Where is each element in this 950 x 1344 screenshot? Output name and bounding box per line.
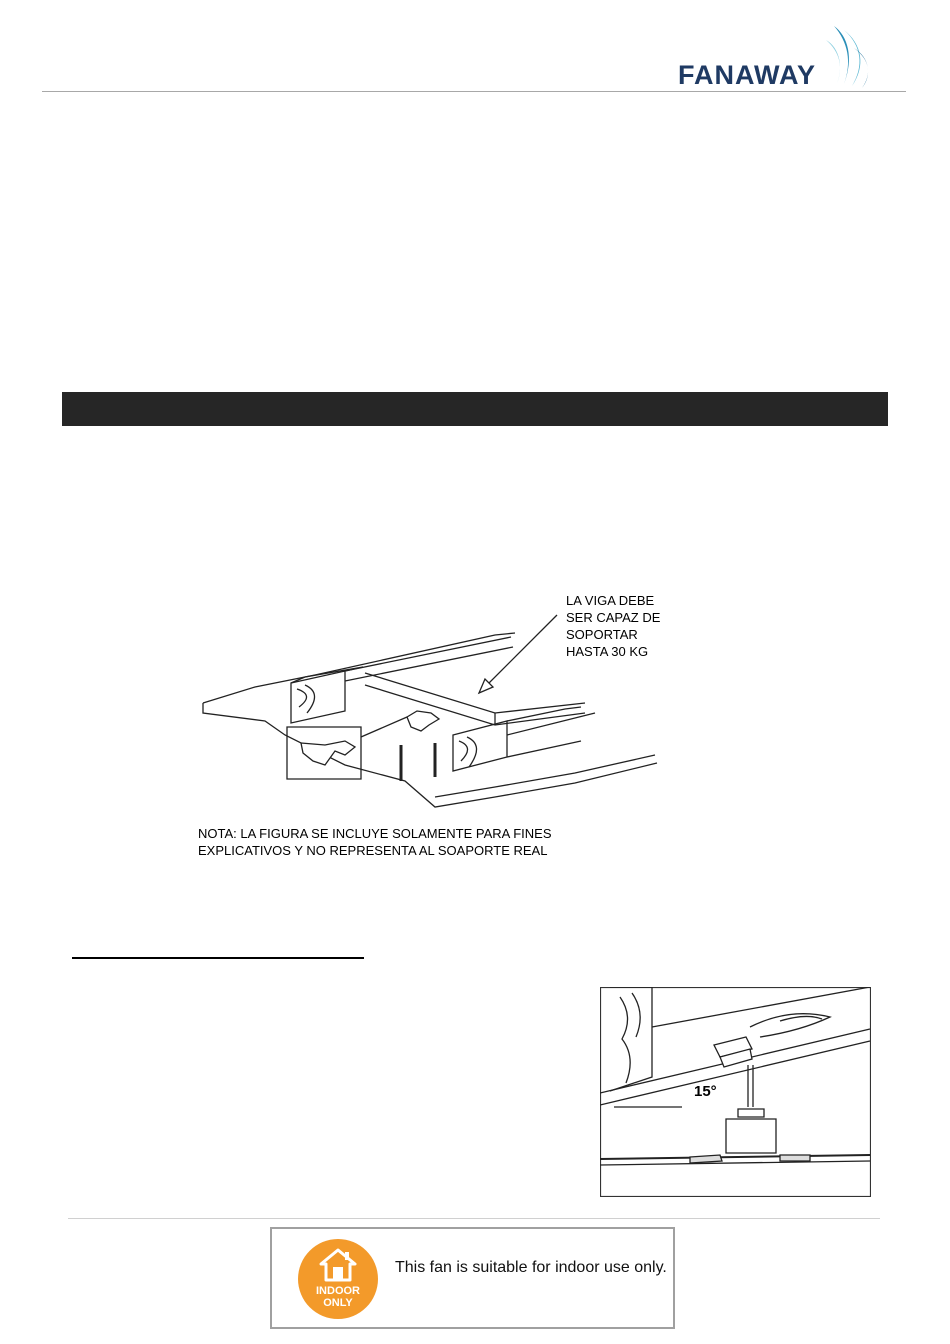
- house-icon: [318, 1247, 358, 1283]
- figure-disclaimer-note: NOTA: LA FIGURA SE INCLUYE SOLAMENTE PARA FINES EXPLICATIVOS Y NO REPRESENTA AL SOAPORTE REAL: [198, 826, 552, 858]
- logo-text: FANAWAY: [678, 60, 817, 90]
- sloped-ceiling-illustration: [600, 987, 871, 1197]
- indoor-only-notice: [270, 1227, 675, 1329]
- header-divider: [42, 91, 906, 92]
- beam-load-note: LA VIGA DEBE SER CAPAZ DE SOPORTAR HASTA 30 KG: [566, 593, 661, 659]
- section-heading-bar: [62, 392, 888, 426]
- badge-label: INDOOR ONLY: [316, 1285, 360, 1309]
- indoor-use-text: This fan is suitable for indoor use only.: [395, 1259, 667, 1276]
- indoor-only-badge: [298, 1239, 378, 1319]
- section-title-underline: [72, 957, 364, 959]
- slope-angle-label: 15°: [694, 1083, 717, 1100]
- fanaway-logo: [676, 18, 876, 90]
- footer-divider: [68, 1218, 880, 1219]
